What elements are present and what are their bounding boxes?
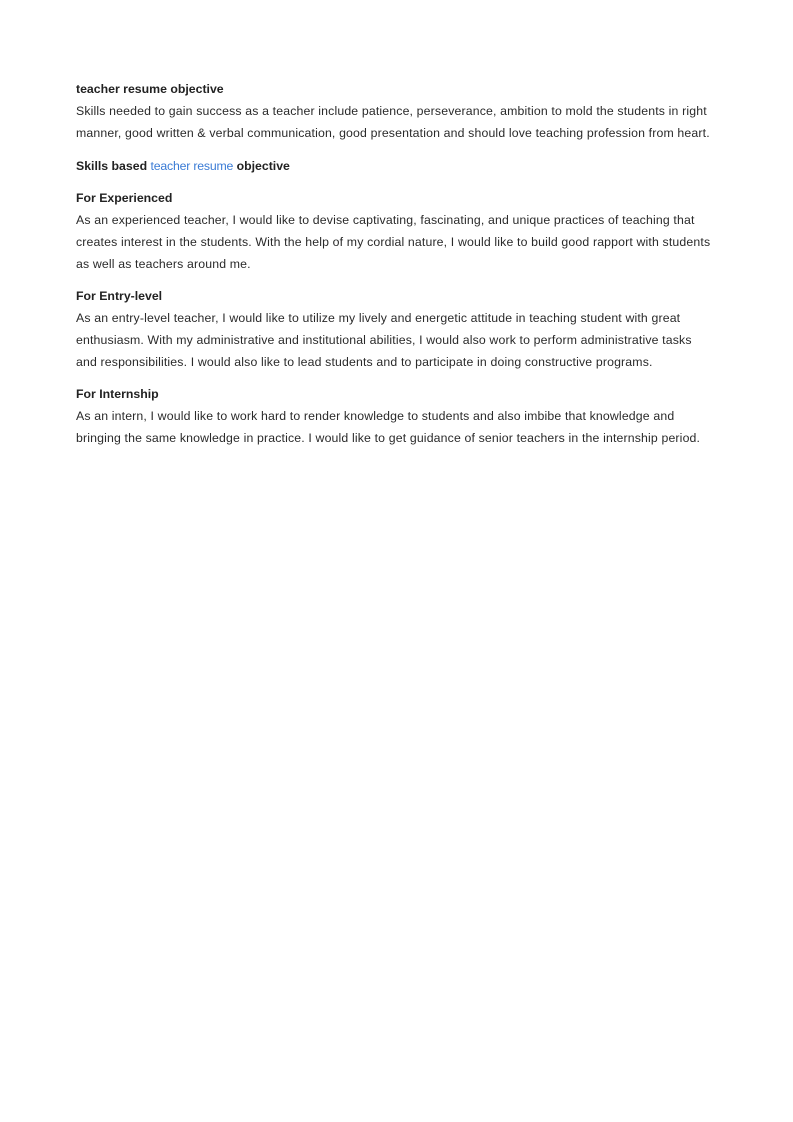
section-text-experienced: As an experienced teacher, I would like to devise captivating, fascinating, and unique practices of teaching that creates interest in the students. With the help of my cordial nature, I would like to build good rapport with students as well as teachers around me. [76, 213, 711, 271]
teacher-resume-link[interactable]: teacher resume [150, 159, 234, 173]
skills-heading-prefix: Skills based [76, 159, 151, 173]
section-heading-entry-level: For Entry-level [76, 289, 163, 303]
section-text-internship: As an intern, I would like to work hard to render knowledge to students and also imbibe that knowledge and bringing the same knowledge in practice. I would like to get guidance of senior teachers in the internship period. [76, 409, 701, 445]
skills-heading [76, 155, 716, 177]
skills-heading-suffix: objective [233, 159, 290, 173]
section-heading-experienced: For Experienced [76, 191, 173, 205]
document-body [76, 78, 716, 449]
document-title: teacher resume objective [76, 82, 224, 96]
intro-paragraph: Skills needed to gain success as a teacher include patience, perseverance, ambition to mold the students in right manner, good written & verbal communication, good presentation and should love teaching profession from heart. [76, 104, 710, 140]
section-text-entry-level: As an entry-level teacher, I would like to utilize my lively and energetic attitude in teaching student with great enthusiasm. With my administrative and institutional abilities, I would also work to perform administrative tasks and responsibilities. I would also like to lead students and to participate in doing constructive programs. [76, 311, 692, 369]
section-heading-internship: For Internship [76, 387, 159, 401]
